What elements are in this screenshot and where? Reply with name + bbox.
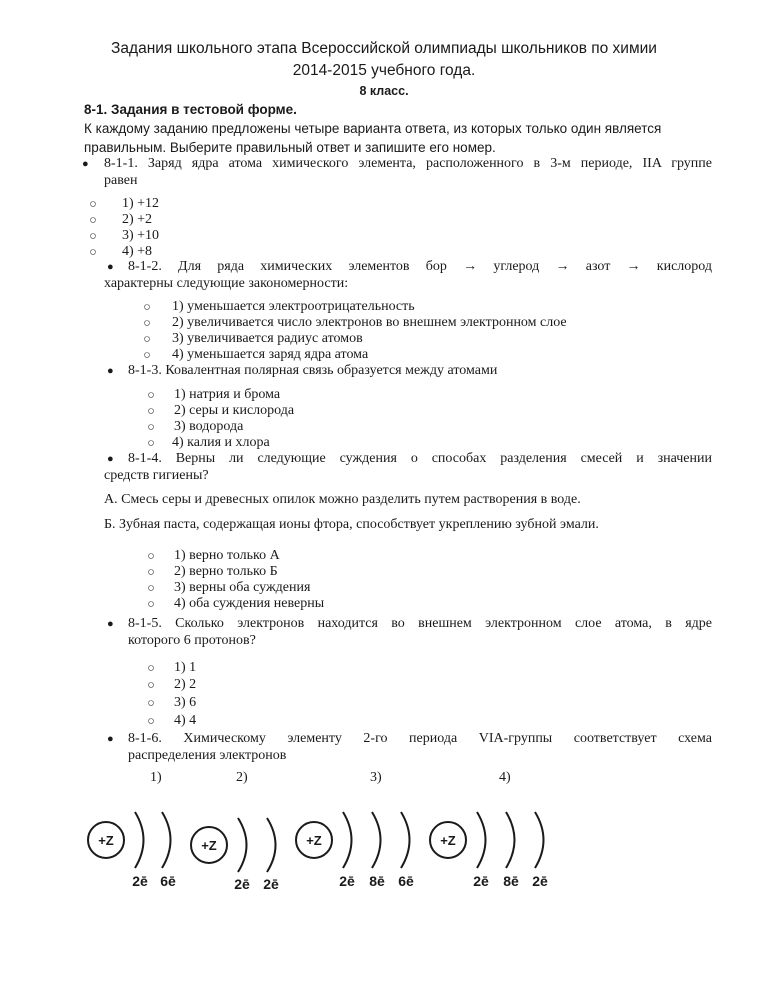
shell-1-2 (162, 812, 171, 868)
document-title-line2: 2014-2015 учебного года. (292, 62, 476, 79)
circle-bullet-icon (148, 424, 154, 430)
nucleus-label-4: +Z (440, 833, 456, 848)
circle-bullet-icon (144, 352, 150, 358)
bullet-q1: ● (82, 158, 89, 170)
circle-bullet-icon (148, 392, 154, 398)
electron-count-4-2: 8ē (503, 873, 519, 889)
instruction-line1: К каждому заданию предложены четыре варианта ответа, из которых только один является (84, 121, 662, 136)
option-q2-1: 1) уменьшается электроотрицательность (146, 298, 415, 315)
option-q1-2: 2) +2 (92, 211, 152, 228)
scheme-label-3: 3) (370, 770, 382, 785)
shell-2-1 (238, 818, 247, 872)
circle-bullet-icon (90, 249, 96, 255)
electron-count-1-2: 6ē (160, 873, 176, 889)
shell-2-2 (267, 818, 276, 872)
option-q1-4: 4) +8 (92, 243, 152, 260)
grade-label: 8 класс. (359, 84, 409, 98)
scheme-label-2: 2) (236, 770, 248, 785)
electron-count-3-1: 2ē (339, 873, 355, 889)
electron-count-3-2: 8ē (369, 873, 385, 889)
option-q5-1: 1) 1 (150, 659, 196, 676)
shell-3-2 (372, 812, 381, 868)
electron-count-4-1: 2ē (473, 873, 489, 889)
circle-bullet-icon (148, 700, 154, 706)
option-q3-1: 1) натрия и брома (150, 386, 280, 403)
nucleus-label-2: +Z (201, 838, 217, 853)
option-q3-2: 2) серы и кислорода (150, 402, 294, 419)
option-q4-1: 1) верно только А (150, 547, 280, 564)
option-q3-3: 3) водорода (150, 418, 243, 435)
electron-count-1-1: 2ē (132, 873, 148, 889)
circle-bullet-icon (90, 217, 96, 223)
scheme-label-4: 4) (499, 770, 511, 785)
shell-4-2 (506, 812, 515, 868)
option-q3-4: 4) калия и хлора (150, 434, 270, 451)
circle-bullet-icon (144, 320, 150, 326)
circle-bullet-icon (148, 682, 154, 688)
option-q1-1: 1) +12 (92, 195, 159, 212)
option-q4-3: 3) верны оба суждения (150, 579, 310, 596)
question-8-1-6-line1: 8-1-6. Химическому элементу 2-го периода VIA-группы соответствует схема (128, 731, 712, 746)
instruction-line2: правильным. Выберите правильный ответ и запишите его номер. (84, 140, 496, 155)
question-8-1-2-line1: 8-1-2. Для ряда химических элементов бор → углерод → азот → кислород (128, 259, 712, 274)
electron-count-4-3: 2ē (532, 873, 548, 889)
question-8-1-5-line1: 8-1-5. Сколько электронов находится во внешнем электронном слое атома, в ядре (128, 616, 712, 631)
circle-bullet-icon (144, 304, 150, 310)
question-8-1-4-line1: 8-1-4. Верны ли следующие суждения о способах разделения смесей и значении (128, 451, 712, 466)
circle-bullet-icon (144, 336, 150, 342)
option-q2-4: 4) уменьшается заряд ядра атома (146, 346, 368, 363)
shell-3-3 (401, 812, 410, 868)
electron-count-2-2: 2ē (263, 876, 279, 892)
option-q4-4: 4) оба суждения неверны (150, 595, 324, 612)
circle-bullet-icon (90, 201, 96, 207)
section-heading: 8-1. Задания в тестовой форме. (84, 102, 297, 117)
question-8-1-1-line1: 8-1-1. Заряд ядра атома химического элемента, расположенного в 3-м периоде, IIA группе (104, 156, 712, 171)
bullet-q4: ● (107, 453, 114, 465)
bullet-q6: ● (107, 733, 114, 745)
bullet-q2: ● (107, 261, 114, 273)
nucleus-label-3: +Z (306, 833, 322, 848)
statement-b: Б. Зубная паста, содержащая ионы фтора, способствует укреплению зубной эмали. (104, 517, 599, 532)
circle-bullet-icon (148, 665, 154, 671)
circle-bullet-icon (90, 233, 96, 239)
option-q5-3: 3) 6 (150, 694, 196, 711)
electron-count-3-3: 6ē (398, 873, 414, 889)
shell-4-1 (477, 812, 486, 868)
shell-4-3 (535, 812, 544, 868)
nucleus-label-1: +Z (98, 833, 114, 848)
question-8-1-6-line2: распределения электронов (128, 748, 287, 763)
option-q4-2: 2) верно только Б (150, 563, 278, 580)
shell-3-1 (343, 812, 352, 868)
option-q1-3: 3) +10 (92, 227, 159, 244)
shell-1-1 (135, 812, 144, 868)
question-8-1-4-line2: средств гигиены? (104, 468, 209, 483)
question-8-1-2-line2: характерны следующие закономерности: (104, 276, 349, 291)
statement-a: А. Смесь серы и древесных опилок можно разделить путем растворения в воде. (104, 492, 581, 507)
bullet-q5: ● (107, 618, 114, 630)
option-q2-2: 2) увеличивается число электронов во внешнем электронном слое (146, 314, 567, 331)
electron-schemes (0, 790, 768, 900)
question-8-1-5-line2: которого 6 протонов? (128, 633, 256, 648)
circle-bullet-icon (148, 569, 154, 575)
document-title-line1: Задания школьного этапа Всероссийской олимпиады школьников по химии (111, 40, 657, 57)
bullet-q3: ● (107, 365, 114, 377)
electron-count-2-1: 2ē (234, 876, 250, 892)
option-q2-3: 3) увеличивается радиус атомов (146, 330, 363, 347)
option-q5-4: 4) 4 (150, 712, 196, 729)
question-8-1-3: 8-1-3. Ковалентная полярная связь образуется между атомами (128, 363, 498, 378)
circle-bullet-icon (148, 553, 154, 559)
circle-bullet-icon (148, 585, 154, 591)
circle-bullet-icon (148, 601, 154, 607)
circle-bullet-icon (148, 440, 154, 446)
question-8-1-1-line2: равен (104, 173, 138, 188)
scheme-label-1: 1) (150, 770, 162, 785)
circle-bullet-icon (148, 408, 154, 414)
option-q5-2: 2) 2 (150, 676, 196, 693)
circle-bullet-icon (148, 718, 154, 724)
